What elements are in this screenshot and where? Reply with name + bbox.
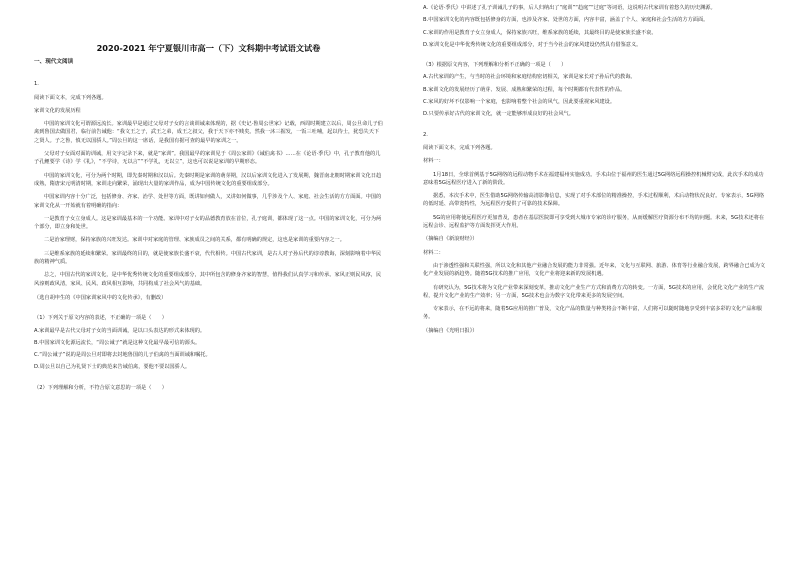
article-source: （选自胡申生的《中国家训家风中的文化传承》，有删改） — [34, 294, 167, 301]
article-paragraph: 二是治家理财，保持家族的兴旺发达。家训中对家庭的管理、家族成员之间的关系，都有明确的规定，这也是家训的重要内容之一。 — [44, 237, 345, 244]
material-2-paragraph: 有研究认为，5G技术将为文化产业带来深刻变革，推动文化产业生产方式和消费方式的转变。一方面，5G技术的应用，会优化文化产业的生产流程，提升文化产业的生产效率；另一方面，5G技术也会为数字文化带来更多的发展空间。 — [423, 284, 765, 299]
material-2-label: 材料二： — [423, 249, 444, 256]
material-1-label: 材料一： — [423, 158, 444, 165]
material-1-paragraph: 据悉，本次手术中，医生借助5G网络传输高清影像信息，实现了对手术部位的精准操控，手术过程顺利，术后动物状况良好。专家表示，5G网络的低时延、高带宽特性，为远程医疗提供了可靠的技术保障。 — [423, 193, 765, 208]
item-2-instruction: 阅读下面文本，完成下列各题。 — [423, 144, 496, 151]
question-3-option-a: A.古代家训的产生，与当时的社会环境和家庭结构密切相关，家训是家长对子孙后代的教诲。 — [423, 74, 636, 81]
article-title: 家训文化的发展历程 — [34, 107, 81, 114]
question-1-option-b: B.中国家训文化源远流长，“周公诫子”就是这种文化最早最可信的源头。 — [34, 339, 201, 346]
question-3-option-c: C.家风的好坏不仅影响一个家庭，也影响着整个社会的风气，因此要重视家风建设。 — [423, 99, 616, 106]
item-instruction: 阅读下面文本，完成下列各题。 — [34, 94, 107, 101]
article-paragraph: 一是教育子女立身成人。这是家训最基本的一个功能。家训中对子女的品德教育放在首位，孔子庭训，都体现了这一点。中国的家训文化，可分为两个部分，即立身和处世。 — [34, 215, 382, 231]
material-2-paragraph: 由于渗透性强和关联性强，所以文化和其他产业融合发展的能力非常强。近年来，文化与互联网、旅游、体育等行业融合发展，跨界融合已成为文化产业发展的新趋势。随着5G技术的推广应用，文化产业将迎来新的发展机遇。 — [423, 262, 766, 278]
article-paragraph: 中国家训内容十分广泛，包括修身、齐家、治学、处世等方面，既讲如何做人，又讲如何做事，几乎涉及个人、家庭、社会生活的方方面面。中国的家训文化从一开始就有着明确的指向： — [34, 194, 382, 209]
material-1-paragraph: 1月18日，全球首例基于5G网络的远程动物手术在福建福州实施成功。手术由位于福州的医生通过5G网络远程操控机械臂完成，此次手术的成功意味着5G远程医疗进入了新的阶段。 — [423, 171, 764, 186]
question-2-option-a: A.《论语·季氏》中讲述了孔子训诫儿子的事，后人归纳出了“庭训”“趋庭”“过庭”等词语，这说明古代家训有着悠久的历史渊源。 — [423, 5, 716, 11]
material-1-paragraph: 5G的应用将使远程医疗更加普及，患者在基层医院即可享受到大城市专家的诊疗服务，从而缓解医疗资源分布不均的问题。未来，5G技术还将在远程会诊、远程监护等方面发挥更大作用。 — [423, 214, 765, 230]
article-paragraph: 三是维系家族的延续和繁荣。家训最终的目的，就是使家族长盛不衰，代代相传。中国古代家训，是古人对子孙后代的谆谆教诲，深刻影响着中华民族的精神气质。 — [34, 250, 382, 266]
left-column — [20, 34, 397, 553]
right-column — [397, 4, 774, 553]
article-paragraph: 中国的家训文化可谓源远流长。家训最早是通过父母对子女的言谈训诫来体现的，据《史记·鲁周公世家》记载，西周时期建立以后，周公旦命儿子伯禽到鲁国去做国君，临行前告诫他：“我文王之子，武王之弟，成王之叔父，我于天下亦不贱矣。然我一沐三握发，一饭三吐哺，起以待士，犹恐失天下之贤人。子之鲁，慎无以国骄人。”周公旦的这一席话，是我国有据可查的最早的家训之一。 — [34, 121, 383, 144]
article-paragraph: 总之，中国古代的家训文化，是中华优秀传统文化的重要组成部分，其中所包含的修身齐家的智慧，值得我们认真学习和传承。家风正则民风淳，民风淳则政风清，家风、民风、政风相互影响，共同构成了社会风气的基础。 — [34, 272, 382, 287]
question-1-option-c: C.“周公诫子”说的是周公旦对即将去封地鲁国的儿子伯禽的当面训诫和嘱托。 — [34, 352, 211, 359]
question-3-option-d: D.只要传承好古代的家训文化，就一定能够形成良好的社会风气。 — [423, 111, 574, 118]
question-3-stem: （3）根据原文内容，下列理解和分析不正确的一项是（ ） — [423, 62, 567, 69]
question-2-stem: （2）下列理解和分析，不符合原文意思的一项是（ ） — [34, 384, 167, 391]
question-3-option-b: B.家训文化的发展经历了萌芽、发展、成熟和繁荣的过程，每个时期都有代表性的作品。 — [423, 86, 626, 93]
article-paragraph: 父母对子女面对面的训诫，用文字记录下来，就是“家训”。我国最早的家训见于《周公家训》《诫伯禽书》……在《论语·季氏》中，孔子教育他的儿子孔鲤要学《诗》学《礼》，“不学诗，无以言”“不学礼，无以立”，这也可以说是家训的早期形态。 — [34, 151, 381, 166]
question-1-stem: （1）下列关于原文内容的表述，不正确的一项是（ ） — [34, 315, 167, 322]
question-1-option-d: D.周公旦以自己为礼贤下士的典范来告诫伯禽，要他不要以国骄人。 — [34, 364, 191, 371]
question-1-option-a: A.家训最早是古代父母对子女的当面训诫，是以口头表达的形式来体现的。 — [34, 327, 206, 334]
item-number: 1. — [34, 81, 39, 88]
material-2-source: （摘编自《光明日报》） — [423, 327, 478, 334]
article-paragraph: 中国的家训文化，可分为两个时期，即先秦时期和汉以后。先秦时期是家训的萌芽期，汉以后家训文化进入了发展期，魏晋南北朝时期家训文化日趋成熟，隋唐宋元明清时期，家训走向繁荣，涌现出大量的家训作品，成为中国传统文化的重要组成部分。 — [34, 172, 382, 187]
section-heading: 一、现代文阅读 — [34, 59, 74, 65]
question-2-option-d: D.家训文化是中华优秀传统文化的重要组成部分，对于当今社会的家风建设仍然具有借鉴意义。 — [423, 41, 642, 48]
material-1-source: （摘编自《新浪财经》） — [423, 236, 478, 243]
document-title: 2020-2021 年宁夏银川市高一（下）文科期中考试语文试卷 — [96, 43, 321, 53]
item-2-number: 2. — [423, 131, 428, 138]
question-2-option-c: C.家训的作用是教育子女立身成人，保持家族兴旺，维系家族的延续，其最终目的是使家族长盛不衰。 — [423, 29, 657, 36]
material-2-paragraph: 专家表示，在不远的将来，随着5G应用的推广普及，文化产品的数量与种类将会不断丰富，人们将可以随时随地享受到丰富多彩的文化产品和服务。 — [423, 306, 762, 321]
question-2-option-b: B.中国家训文化的内容既包括修身的方面，也涉及齐家、处世的方面，内容丰富，涵盖了个人、家庭和社会生活的方方面面。 — [423, 17, 709, 24]
